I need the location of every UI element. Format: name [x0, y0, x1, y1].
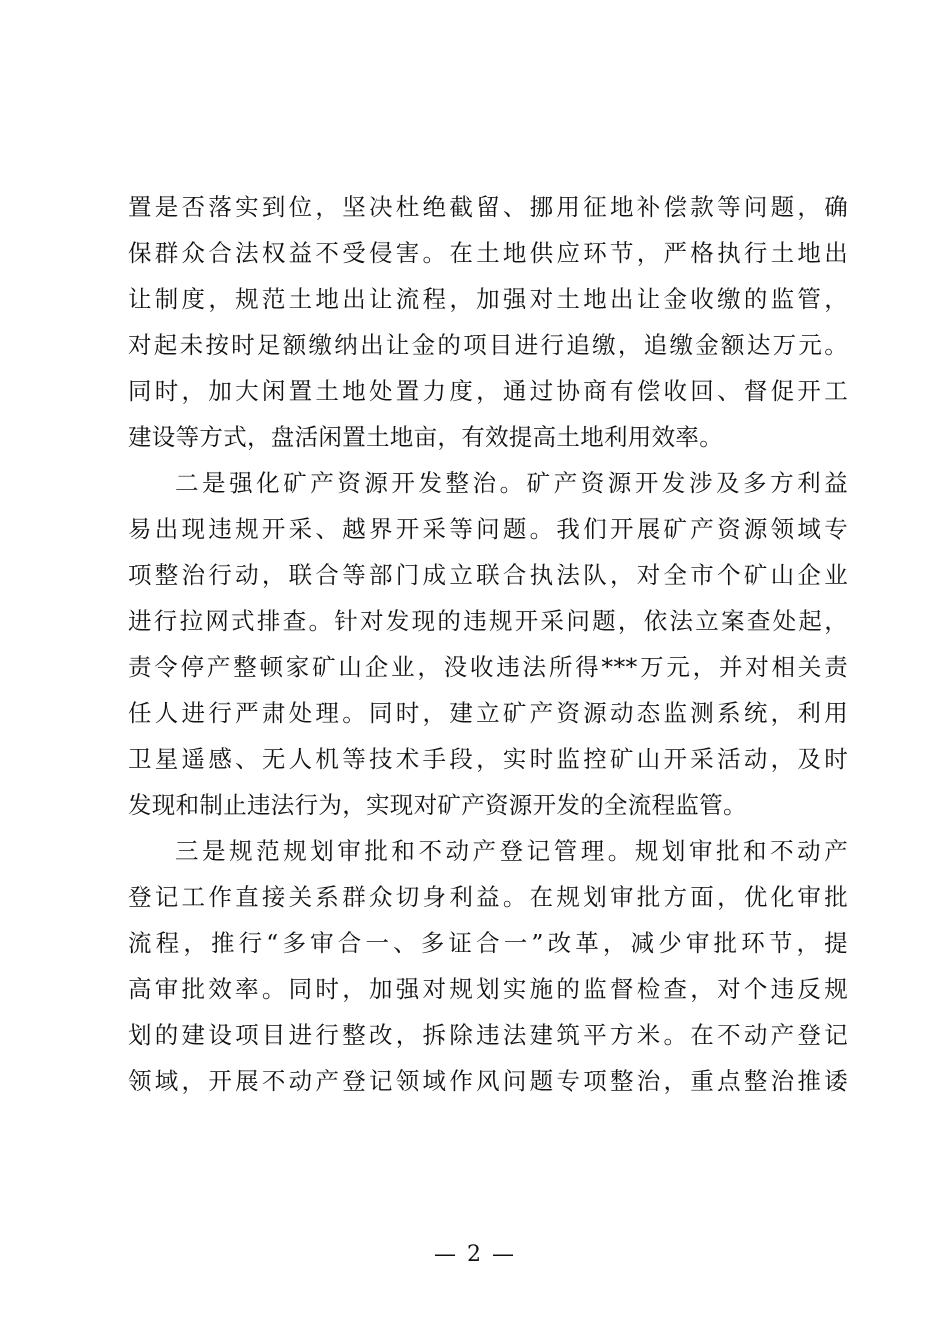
text-line: 易出现违规开采、越界开采等问题。我们开展矿产资源领域专: [128, 515, 848, 543]
text-line: 领域，开展不动产登记领域作风问题专项整治，重点整治推诿: [128, 1067, 848, 1095]
text-line: 责令停产整顿家矿山企业，没收违法所得***万元，并对相关责: [128, 653, 848, 681]
text-line: 发现和制止违法行为，实现对矿产资源开发的全流程监管。: [128, 791, 747, 819]
text-line: 同时，加大闲置土地处置力度，通过协商有偿收回、督促开工: [128, 377, 848, 405]
text-line: 高审批效率。同时，加强对规划实施的监督检查，对个违反规: [128, 975, 848, 1003]
text-line: 项整治行动，联合等部门成立联合执法队，对全市个矿山企业: [128, 561, 848, 589]
text-line: 卫星遥感、无人机等技术手段，实时监控矿山开采活动，及时: [128, 745, 848, 773]
paragraph-first-line: 二是强化矿产资源开发整治。矿产资源开发涉及多方利益: [175, 469, 848, 497]
page-number: — 2 —: [434, 1242, 516, 1267]
text-line: 建设等方式，盘活闲置土地亩，有效提高土地利用效率。: [128, 423, 723, 451]
text-line: 进行拉网式排查。针对发现的违规开采问题，依法立案查处起，: [128, 607, 848, 635]
text-line: 对起未按时足额缴纳出让金的项目进行追缴，追缴金额达万元。: [128, 331, 848, 359]
text-line: 保群众合法权益不受侵害。在土地供应环节，严格执行土地出: [128, 239, 848, 267]
paragraph-first-line: 三是规范规划审批和不动产登记管理。规划审批和不动产: [175, 837, 848, 865]
text-line: 置是否落实到位，坚决杜绝截留、挪用征地补偿款等问题，确: [128, 193, 848, 221]
text-line: 让制度，规范土地出让流程，加强对土地出让金收缴的监管，: [128, 285, 848, 313]
text-line: 任人进行严肃处理。同时，建立矿产资源动态监测系统，利用: [128, 699, 848, 727]
body-text: [128, 184, 848, 1104]
text-line: 流程，推行“多审合一、多证合一”改革，减少审批环节，提: [128, 929, 848, 957]
text-line: 划的建设项目进行整改，拆除违法建筑平方米。在不动产登记: [128, 1021, 848, 1049]
text-line: 登记工作直接关系群众切身利益。在规划审批方面，优化审批: [128, 883, 848, 911]
